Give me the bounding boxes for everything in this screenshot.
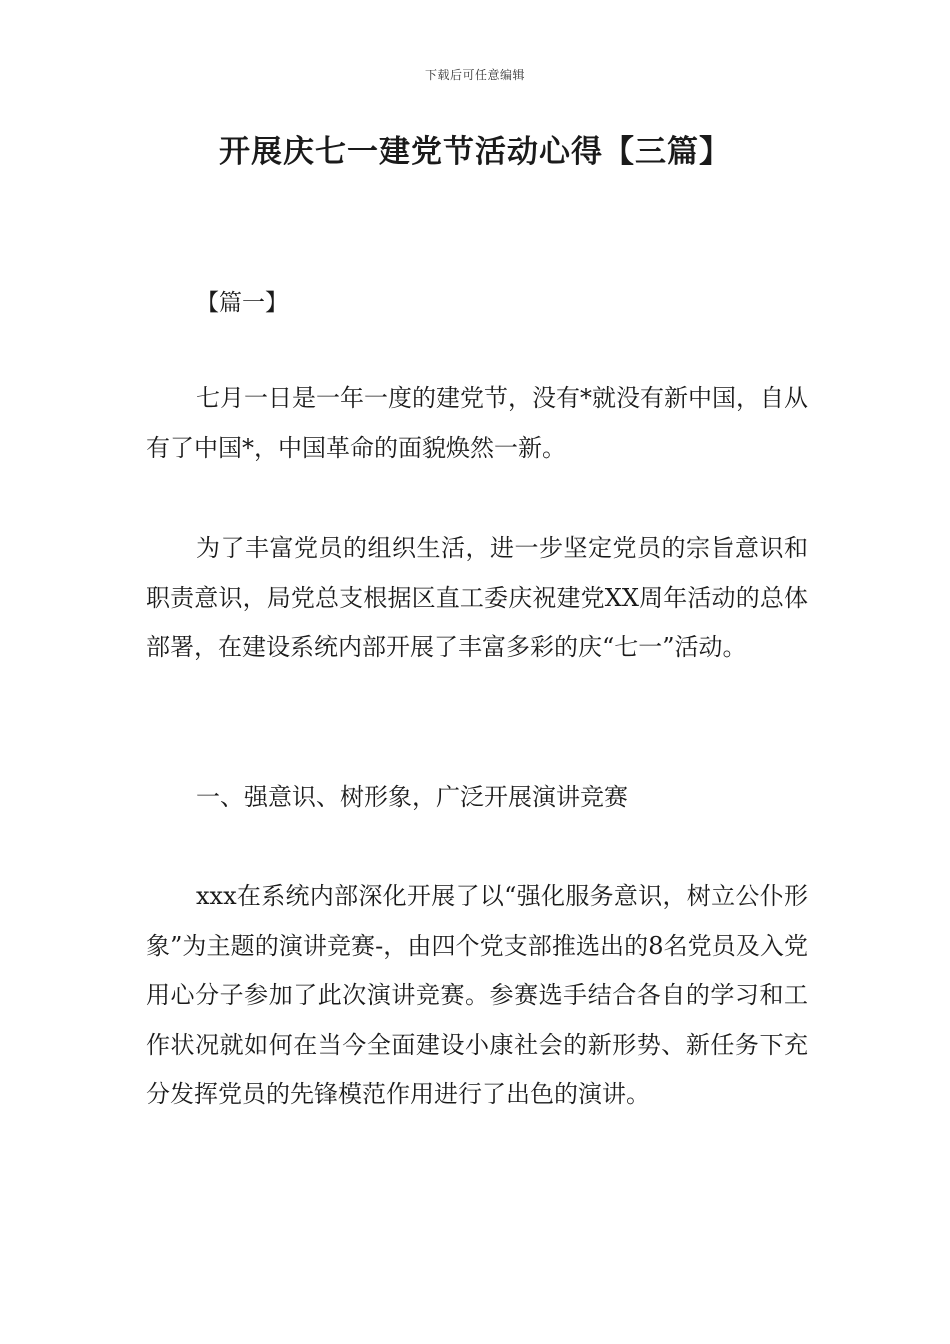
document-title: 开展庆七一建党节活动心得【三篇】 [219, 134, 731, 170]
paragraph-1: 七月一日是一年一度的建党节，没有*就没有新中国，自从有了中国*，中国革命的面貌焕然一新。 [146, 384, 808, 462]
header-note: 下载后可任意编辑 [424, 68, 525, 82]
section-heading: 一、强意识、树形象，广泛开展演讲竞赛 [196, 783, 628, 811]
section-label: 【篇一】 [196, 290, 288, 316]
paragraph-2: 为了丰富党员的组织生活，进一步坚定党员的宗旨意识和职责意识，局党总支根据区直工委庆祝建党XX周年活动的总体部署，在建设系统内部开展了丰富多彩的庆“七一”活动。 [146, 534, 808, 661]
paragraph-3: xxx在系统内部深化开展了以“强化服务意识，树立公仆形象”为主题的演讲竞赛-，由四个党支部推选出的8名党员及入党用心分子参加了此次演讲竞赛。参赛选手结合各自的学习和工作状况就如何在当今全面建设小康社会的新形势、新任务下充分发挥党员的先锋模范作用进行了出色的演讲。 [146, 882, 808, 1108]
